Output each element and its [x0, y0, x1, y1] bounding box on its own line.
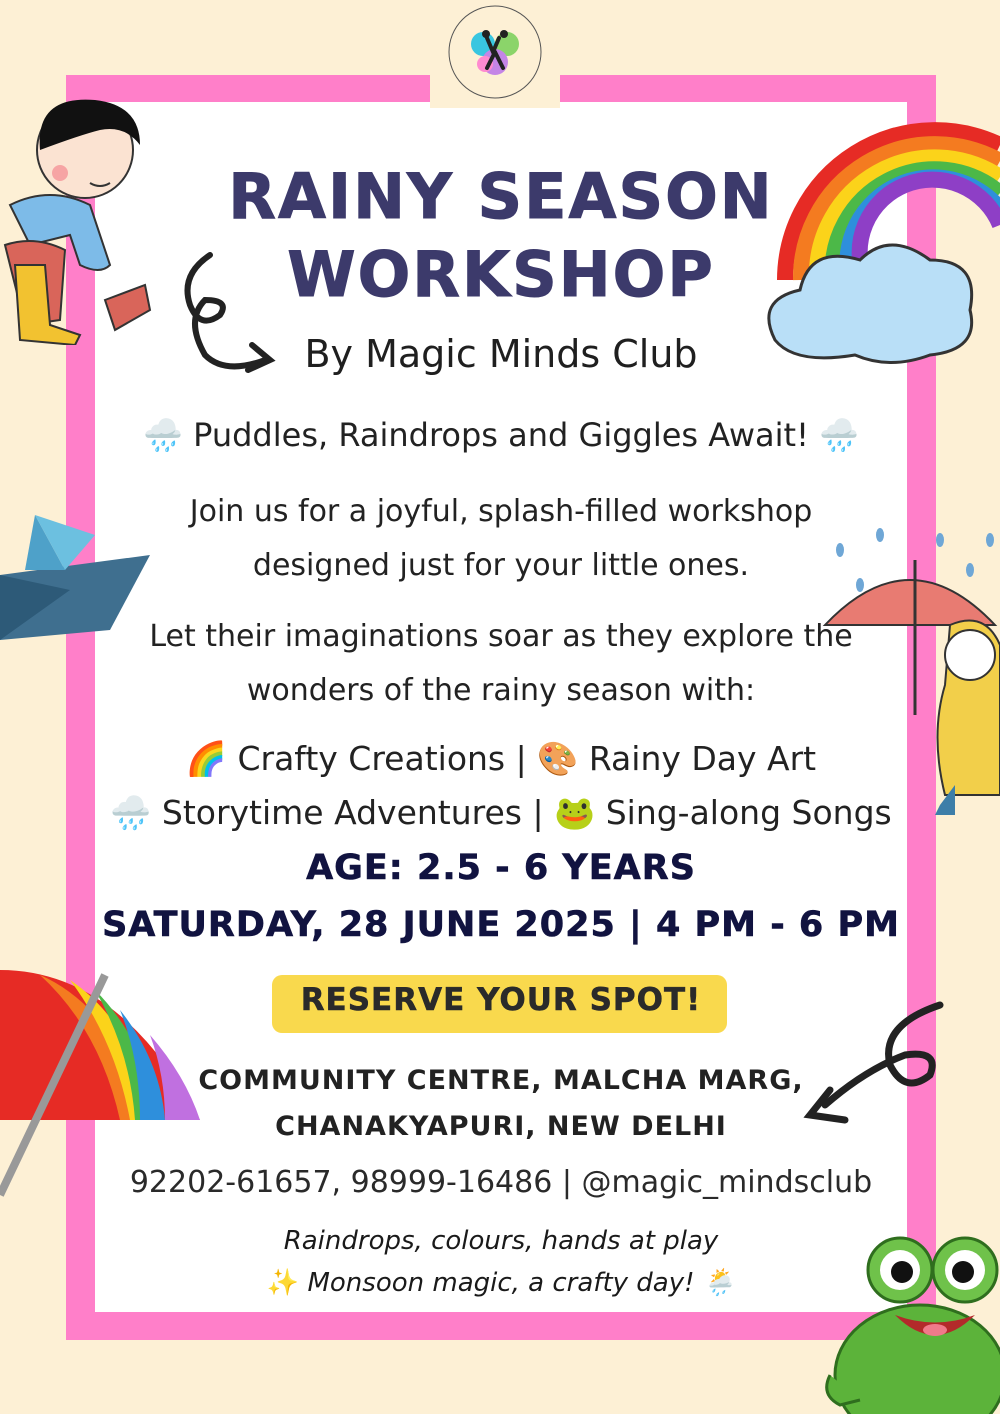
tagline-text: Puddles, Raindrops and Giggles Await!: [193, 416, 809, 454]
frog-icon: 🐸: [554, 793, 596, 832]
rainbow-icon: 🌈: [185, 739, 227, 778]
activity-item: Crafty Creations: [237, 739, 506, 778]
activity-item: Storytime Adventures: [161, 793, 522, 832]
poem-line: Monsoon magic, a crafty day!: [307, 1268, 695, 1298]
title-line-1: RAINY SEASON: [228, 160, 774, 233]
venue-address: [95, 1058, 907, 1150]
phone-numbers: 92202-61657, 98999-16486: [129, 1165, 553, 1200]
intro-line: Join us for a joyful, splash-filled workshop: [189, 494, 813, 529]
page-title: [95, 158, 907, 314]
reserve-cta: RESERVE YOUR SPOT!: [300, 982, 702, 1018]
social-handle: @magic_mindsclub: [581, 1165, 873, 1200]
rain-cloud-icon: 🌧️: [143, 416, 183, 454]
intro-line: wonders of the rainy season with:: [246, 673, 756, 708]
activity-item: Rainy Day Art: [588, 739, 817, 778]
intro-paragraph: [95, 485, 907, 593]
intro-line: Let their imaginations soar as they explore the: [149, 619, 853, 654]
rain-cloud-icon: 🌧️: [110, 793, 152, 832]
sparkles-icon: ✨: [266, 1268, 300, 1298]
activities-list: [95, 732, 907, 840]
intro-paragraph: [95, 610, 907, 718]
separator: |: [561, 1165, 572, 1200]
event-date-time: SATURDAY, 28 JUNE 2025 | 4 PM - 6 PM: [102, 905, 900, 945]
tagline: [95, 416, 907, 454]
byline: By Magic Minds Club: [304, 332, 698, 376]
address-line: COMMUNITY CENTRE, MALCHA MARG,: [198, 1065, 804, 1096]
age-range: AGE: 2.5 - 6 YEARS: [306, 848, 696, 888]
separator: |: [515, 739, 527, 778]
poem-line: Raindrops, colours, hands at play: [283, 1226, 719, 1256]
rain-cloud-icon: 🌧️: [819, 416, 859, 454]
logo-badge-icon: [445, 2, 545, 102]
separator: |: [532, 793, 544, 832]
address-line: CHANAKYAPURI, NEW DELHI: [275, 1111, 727, 1142]
activity-item: Sing-along Songs: [605, 793, 892, 832]
contact-info: [95, 1165, 907, 1200]
intro-line: designed just for your little ones.: [252, 548, 750, 583]
title-line-2: WORKSHOP: [287, 238, 715, 311]
closing-poem: [95, 1220, 907, 1304]
club-logo: [430, 0, 560, 108]
palette-icon: 🎨: [537, 739, 579, 778]
sun-rain-cloud-icon: 🌦️: [702, 1268, 736, 1298]
